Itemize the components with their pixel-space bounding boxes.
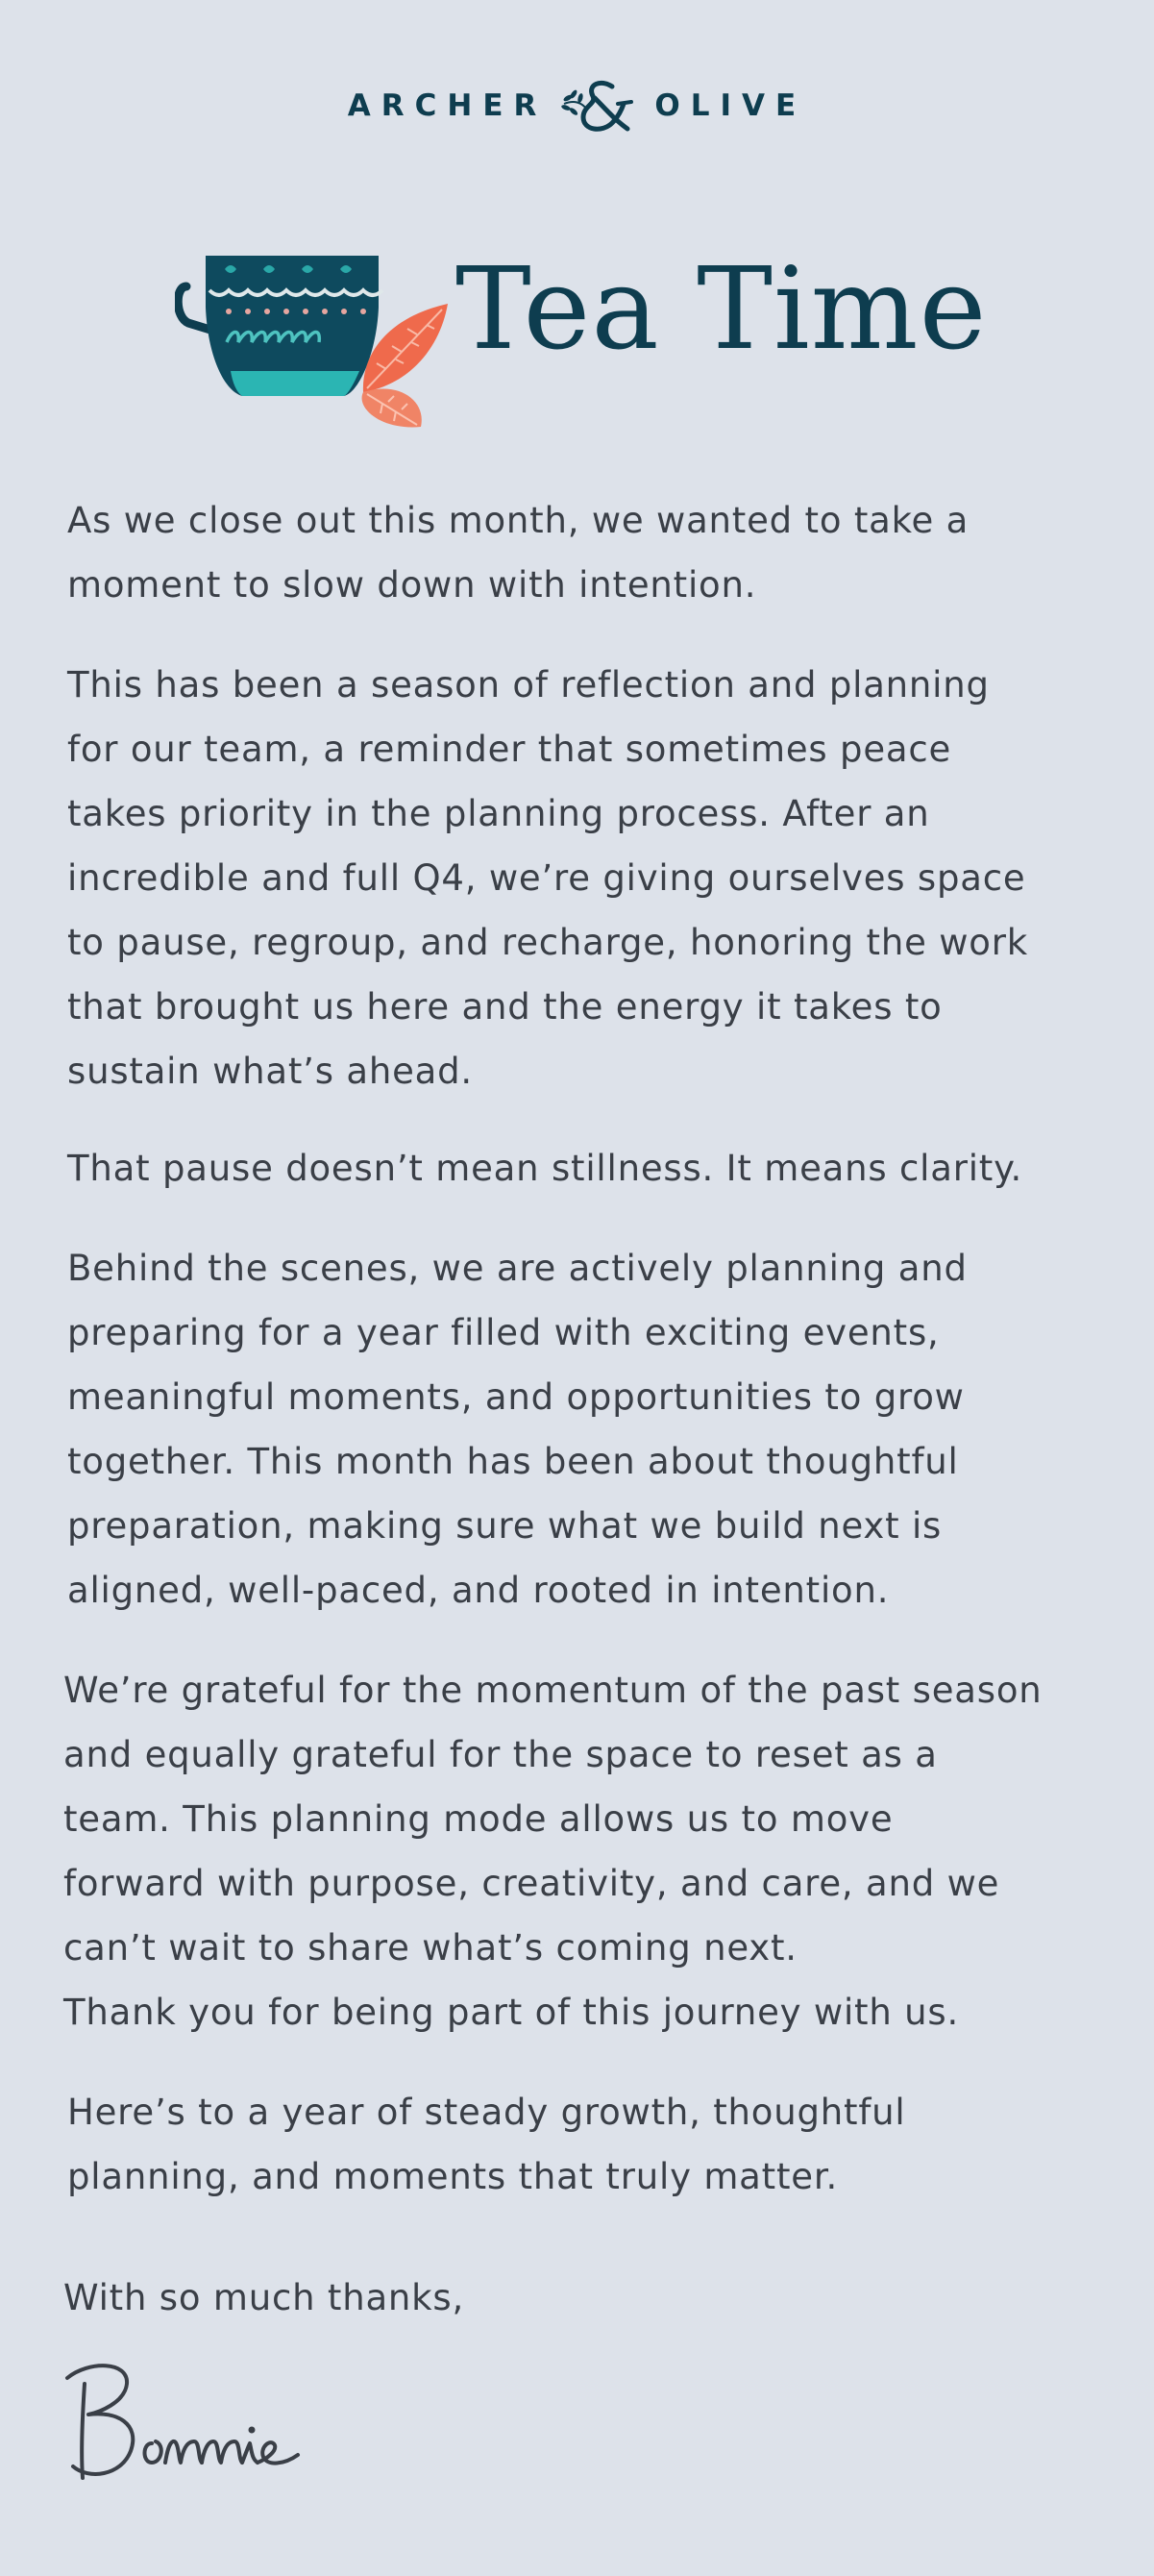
clarity-paragraph [67,1136,1022,1201]
brand-name-right: OLIVE [654,88,807,123]
text-line: As we close out this month, we wanted to take a [67,500,970,541]
brand-logo[interactable] [0,75,1154,136]
text-line: This has been a season of reflection and planning [67,664,990,706]
text-line: planning, and moments that truly matter. [67,2156,839,2197]
text-line: preparing for a year filled with exciting events, [67,1312,940,1353]
text-line: incredible and full Q4, we’re giving ourselves space [67,857,1026,899]
toast-paragraph [67,2080,906,2209]
gratitude-paragraph [63,1658,1043,2044]
text-line: With so much thanks, [63,2277,465,2318]
reflection-paragraph [67,653,1028,1103]
text-line: forward with purpose, creativity, and care, and we [63,1863,1000,1904]
text-line: moment to slow down with intention. [67,564,757,606]
text-line: meaningful moments, and opportunities to grow [67,1376,965,1418]
signature-bonnie [60,2355,338,2489]
text-line: Thank you for being part of this journey with us. [63,1992,960,2033]
text-line: aligned, well-paced, and rooted in intention. [67,1570,890,1611]
intro-paragraph [67,488,969,617]
text-line: that brought us here and the energy it takes to [67,986,943,1028]
text-line: together. This month has been about thoughtful [67,1441,959,1482]
page-title: Tea Time [455,242,988,375]
text-line: Here’s to a year of steady growth, thoughtful [67,2092,906,2133]
ampersand-logo-icon [554,75,637,136]
text-line: sustain what’s ahead. [67,1051,473,1092]
text-line: and equally grateful for the space to reset as a [63,1734,938,1775]
text-line: Behind the scenes, we are actively planning and [67,1248,968,1289]
text-line: preparation, making sure what we build next is [67,1505,943,1547]
text-line: takes priority in the planning process. After an [67,793,930,834]
text-line: for our team, a reminder that sometimes peace [67,729,952,770]
text-line: team. This planning mode allows us to move [63,1798,894,1840]
closing-line [63,2266,464,2330]
text-line: That pause doesn’t mean stillness. It means clarity. [67,1148,1023,1189]
text-line: to pause, regroup, and recharge, honoring the work [67,922,1028,963]
brand-name-left: ARCHER [347,88,548,123]
planning-paragraph [67,1236,968,1622]
teacup-with-leaves-icon [175,248,454,431]
text-line: can’t wait to share what’s coming next. [63,1927,798,1969]
text-line: We’re grateful for the momentum of the past season [63,1670,1043,1711]
